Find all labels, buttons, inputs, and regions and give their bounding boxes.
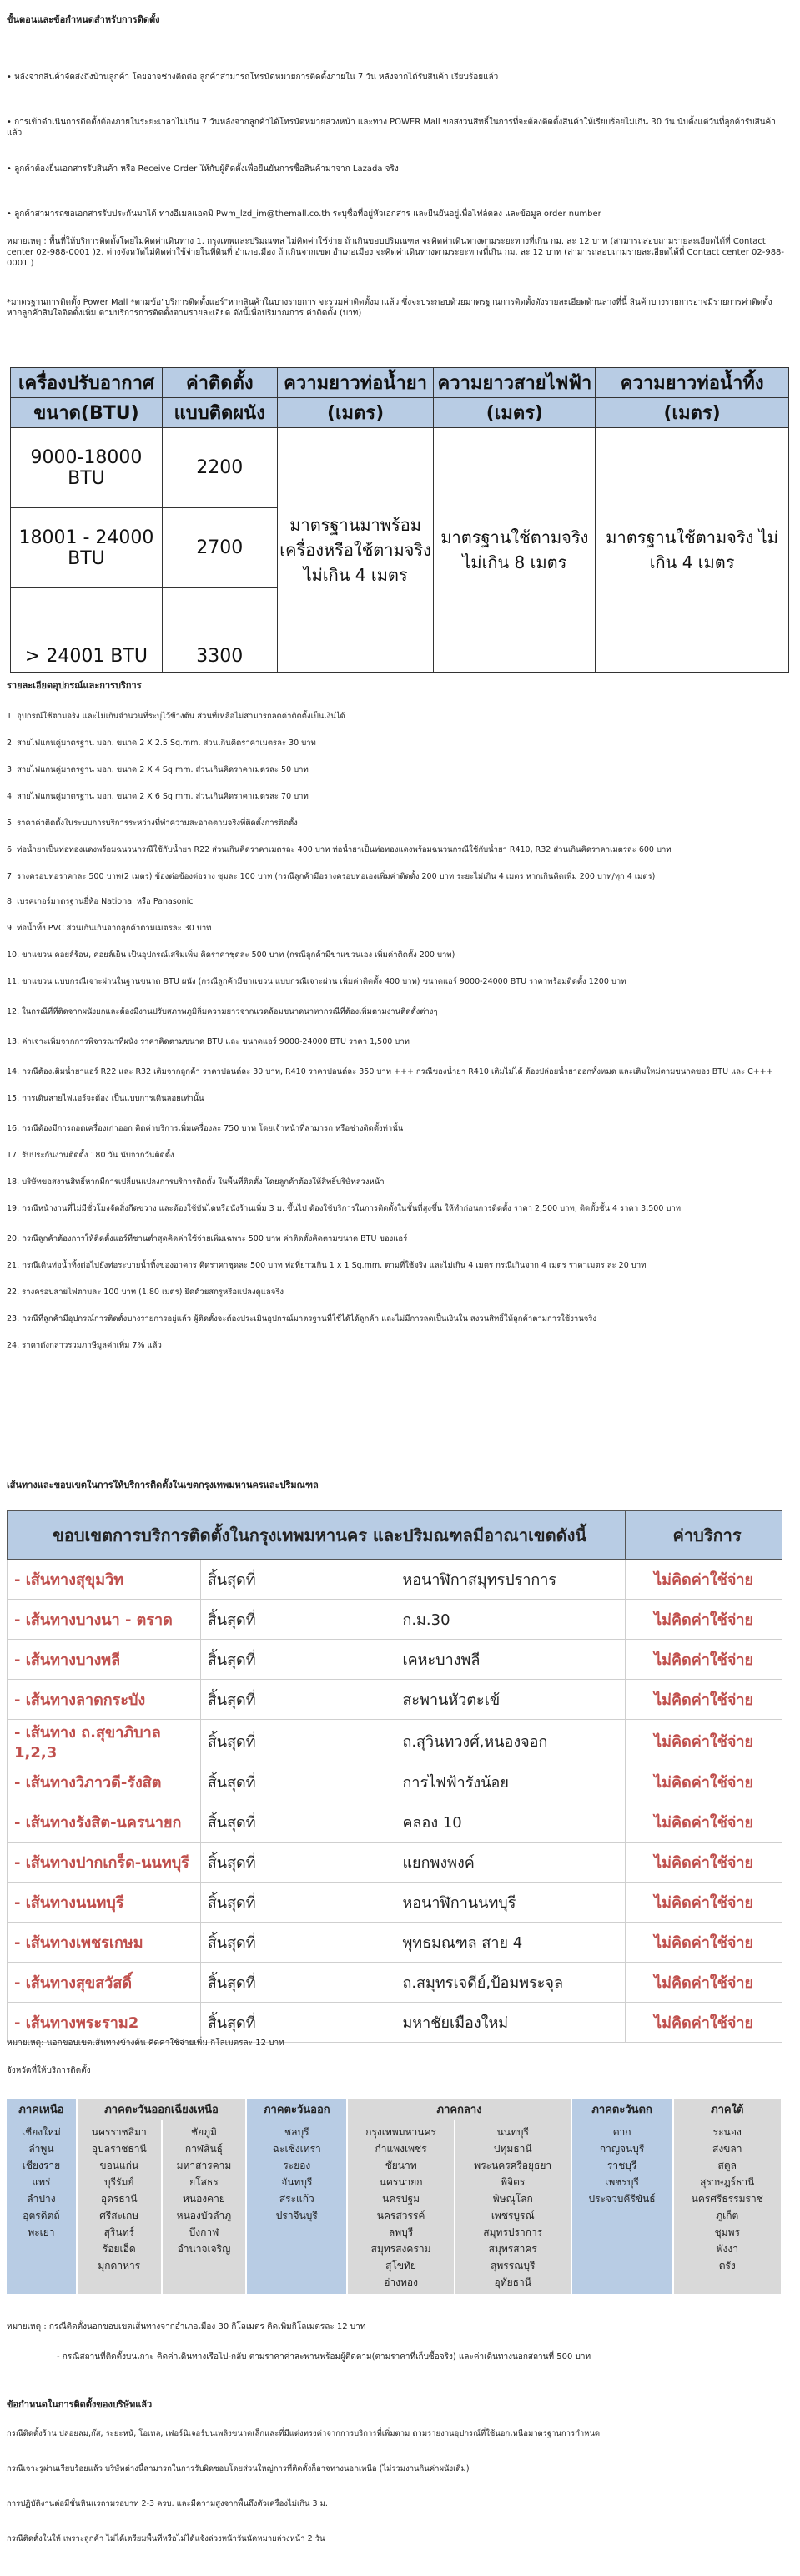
detail-item: 17. รับประกันงานติดตั้ง 180 วัน นับจากวันติดตั้ง — [7, 1151, 174, 1160]
route-name: - เส้นทางรังสิต-นครนายก — [8, 1802, 201, 1843]
route-name: - เส้นทางเพชรเกษม — [8, 1923, 201, 1963]
route-place: สะพานหัวตะเข้ — [395, 1680, 626, 1720]
province-name: บุรีรัมย์ — [104, 2176, 134, 2188]
spec-size-cell: > 24001 BTU — [11, 588, 163, 673]
province-name: เพชรบุรี — [605, 2176, 639, 2188]
detail-item: 13. ค่าเจาะเพิ่มจากการพิจารณาที่ผนัง ราคาคิดตามขนาด BTU และ ขนาดแอร์ 9000-24000 BTU ราคา 1,500 บาท — [7, 1037, 410, 1046]
route-fee: ไม่คิดค่าใช้จ่าย — [626, 1802, 782, 1843]
route-fee: ไม่คิดค่าใช้จ่าย — [626, 1843, 782, 1883]
spec-size-cell: 18001 - 24000 BTU — [11, 508, 163, 588]
detail-item: 16. กรณีต้องมีการถอดเครื่องเก่าออก คิดค่าบริการเพิ่มเครื่องละ 750 บาท โดยเจ้าหน้าที่สามารถ หรือช่างติดตั้งท่านั้น — [7, 1124, 404, 1133]
route-end-label: สิ้นสุดที่ — [200, 2003, 395, 2043]
route-place: แยกพงพงค์ — [395, 1843, 626, 1883]
spec-subheader-meter: (เมตร) — [277, 398, 434, 428]
spec-subheader-size: ขนาด(BTU) — [11, 398, 163, 428]
route-fee: ไม่คิดค่าใช้จ่าย — [626, 1560, 782, 1600]
route-end-label: สิ้นสุดที่ — [200, 1560, 395, 1600]
region-province-column — [455, 2120, 571, 2294]
refuse-item: การปฏิบัติงานต่อมีขั้นหินเเรถามรอบาท 2-3 ครบ. และมีความสูงจากพื้นถึงตัวเครื่องไม่เกิน 3 ม. — [7, 2499, 328, 2508]
province-name: สุราษฎร์ธานี — [700, 2176, 755, 2188]
detail-item: 11. ขาแขวน แบบกรณีเจาะผ่านในฐานขนาด BTU ผนัง (กรณีลูกค้ามีขาแขวน แบบกรณีเจาะผ่าน เพิ่มค่าติดตั้ง 400 บาท) ขนาดแอร์ 9000-24000 BTU ราคาพร้อมติดตั้ง 1200 บาท — [7, 977, 626, 986]
region-name: ภาคตะวันตก — [571, 2099, 673, 2120]
province-name: ปราจีนบุรี — [275, 2210, 318, 2221]
province-name: กรุงเทพมหานคร — [365, 2126, 436, 2138]
region-province-column — [162, 2120, 247, 2294]
spec-header-pipe: ความยาวท่อน้ำยา — [277, 368, 434, 398]
region-province-column — [77, 2120, 162, 2294]
route-section-title: เส้นทางและขอบเขตในการให้บริการติดตั้งในเขตกรุงเทพมหานครและปริมณฑล — [7, 1480, 319, 1490]
route-row — [8, 1600, 782, 1640]
route-fee: ไม่คิดค่าใช้จ่าย — [626, 1600, 782, 1640]
province-name: ปทุมธานี — [493, 2143, 532, 2155]
province-name: กำแพงเพชร — [375, 2143, 427, 2155]
spec-size-cell: 9000-18000 BTU — [11, 428, 163, 508]
province-name: หนองบัวลำภู — [176, 2210, 232, 2221]
route-note: หมายเหตุ: นอกขอบเขตเส้นทางข้างต้น คิดค่าใช้จ่ายเพิ่ม กิโลเมตรละ 12 บาท — [7, 2039, 284, 2048]
province-name: อ่างทอง — [384, 2276, 418, 2288]
spec-wire-cell: มาตรฐานใช้ตามจริงไม่เกิน 8 เมตร — [434, 428, 596, 673]
detail-item: 20. กรณีลูกค้าต้องการให้ติดตั้งแอร์ที่ชานต่ำสุดคิดค่าใช้จ่ายเพิ่มเฉพาะ 500 บาท ค่าติดตั้งคิดตามขนาด BTU ของแอร์ — [7, 1234, 408, 1243]
province-name: หนองคาย — [182, 2193, 225, 2205]
refuse-item: กรณีติดตั้งในให้ เพราะลูกค้า ไม่ได้เตรียมพื้นที่หรือไม่ได้แจ้งล่วงหน้าวันนัดหมายล่วงหน้า 2 วัน — [7, 2534, 325, 2543]
route-fee: ไม่คิดค่าใช้จ่าย — [626, 1923, 782, 1963]
route-place: คลอง 10 — [395, 1802, 626, 1843]
spec-subheader-type: แบบติดผนัง — [162, 398, 277, 428]
province-name: ชัยนาท — [385, 2160, 417, 2171]
spec-fee-cell: 3300 — [162, 588, 277, 673]
route-end-label: สิ้นสุดที่ — [200, 1640, 395, 1680]
route-place: เคหะบางพลี — [395, 1640, 626, 1680]
region-province-column — [571, 2120, 673, 2294]
region-province-column — [673, 2120, 782, 2294]
detail-item: 2. สายไฟแกนคู่มาตรฐาน มอก. ขนาด 2 X 2.5 Sq.mm. ส่วนเกินคิดราคาเมตรละ 30 บาท — [7, 739, 316, 748]
detail-item: 1. อุปกรณ์ใช้ตามจริง และไม่เกินจำนวนที่ระบุไว้ข้างต้น ส่วนที่เหลือไม่สามารถลดค่าติดตั้งเป็นเงินได้ — [7, 712, 345, 721]
detail-item: 7. รางครอบท่อราคาละ 500 บาท(2 เมตร) ข้องต่อข้องต่อราง ซุมละ 100 บาท (กรณีลูกค้ามีอรางครอบท่อเองเพิ่มค่าติดตั้ง 200 บาท ระยะไม่เกิน 4 เมตร หากเกินคิดเพิ่ม 200 บาท/ทุก 4 เมตร) — [7, 872, 656, 881]
province-name: เพชรบูรณ์ — [491, 2210, 535, 2221]
province-name: สมุทรสงคราม — [370, 2243, 431, 2255]
route-header-area: ขอบเขตการบริการติดตั้งในกรุงเทพมหานคร และปริมณฑลมีอาณาเขตดังนี้ — [8, 1511, 626, 1560]
route-end-label: สิ้นสุดที่ — [200, 1720, 395, 1762]
route-row — [8, 1883, 782, 1923]
province-name: มุกดาหาร — [98, 2260, 141, 2271]
province-name: ลพบุรี — [388, 2226, 414, 2238]
route-end-label: สิ้นสุดที่ — [200, 1762, 395, 1802]
route-end-label: สิ้นสุดที่ — [200, 1680, 395, 1720]
province-name: นครราชสีมา — [91, 2126, 147, 2138]
province-name: สระแก้ว — [279, 2193, 314, 2205]
route-header-fee: ค่าบริการ — [626, 1511, 782, 1560]
route-end-label: สิ้นสุดที่ — [200, 1963, 395, 2003]
province-name: ลำปาง — [27, 2193, 56, 2205]
spec-subheader-meter: (เมตร) — [596, 398, 789, 428]
province-name: สมุทรปราการ — [483, 2226, 543, 2238]
spec-header-drain: ความยาวท่อน้ำทิ้ง — [596, 368, 789, 398]
province-name: เชียงใหม่ — [22, 2126, 61, 2138]
refuse-item: กรณีติดตั้งร้าน ปล่อยลม,ก๊ส, ระยะหน้, โอเทล, เฟอร์นิเจอร์บนเพลิงขนาดเล็กและที่มีแต่งทรงค่าจากการบริการที่เพิ่มตาม ตามรายงานอุปกรณ์ที่ใช้นอกเหนือมาตรฐานการกำหนด — [7, 2429, 601, 2438]
province-name: แพร่ — [32, 2176, 51, 2188]
route-name: - เส้นทางนนทบุรี — [8, 1883, 201, 1923]
spec-header-unit: เครื่องปรับอากาศ — [11, 368, 163, 398]
province-name: สงขลา — [712, 2143, 742, 2155]
route-name: - เส้นทางพระราม2 — [8, 2003, 201, 2043]
detail-item: 23. กรณีที่ลูกค้ามีอุปกรณ์การติดตั้งบางรายการอยู่แล้ว ผู้ติดตั้งจะต้องประเมินอุปกรณ์มาตรฐานที่ใช้ได้ได้ลูกค้า และไม่มีการลดเป็นเงินใน สงวนสิทธิ์ให้ลูกค้าตามการใช้งานจริง — [7, 1314, 597, 1323]
route-fee: ไม่คิดค่าใช้จ่าย — [626, 1680, 782, 1720]
route-name: - เส้นทาง ถ.สุขาภิบาล 1,2,3 — [8, 1720, 201, 1762]
province-name: พะเยา — [28, 2226, 55, 2238]
province-name: มหาสารคาม — [176, 2160, 232, 2171]
route-row — [8, 2003, 782, 2043]
spec-fee-cell: 2200 — [162, 428, 277, 508]
province-name: นครปฐม — [382, 2193, 420, 2205]
route-place: มหาชัยเมืองใหม่ — [395, 2003, 626, 2043]
province-name: พิจิตร — [501, 2176, 526, 2188]
province-name: บึงกาฬ — [189, 2226, 219, 2238]
route-fee: ไม่คิดค่าใช้จ่าย — [626, 2003, 782, 2043]
province-name: ตาก — [612, 2126, 631, 2138]
province-name: ยโสธร — [189, 2176, 219, 2188]
intro-standard-note: *มาตรฐานการติดตั้ง Power Mall *ตามข้อ"บริการติดตั้งแอร์"หากสินค้าในบางรายการ จะรวมค่าติดตั้งมาแล้ว ซึ่งจะประกอบด้วยมาตรฐานการติดตั้งดังรายละเอียดด้านล่างที่นี้ สินค้าบางรายการอาจมีรายการค่าติดตั้ง หากลูกค้าสินใจติดตั้งเพิ่ม ตามบริการการติดตั้งตามรายละเอียด ดังนี้เพื่อปริมาณการ ค่าติดตั้ง (บาท) — [7, 298, 772, 318]
province-name: ตรัง — [718, 2260, 736, 2271]
spec-header-wire: ความยาวสายไฟฟ้า — [434, 368, 596, 398]
province-name: กาญจนบุรี — [599, 2143, 645, 2155]
detail-item: 18. บริษัทขอสงวนสิทธิ์หากมีการเปลี่ยนแปลงการบริการติดตั้ง ในพื้นที่ติดตั้ง โดยลูกค้าต้องให้สิทธิ์บริษัทล่วงหน้า — [7, 1177, 385, 1187]
province-name: ระนอง — [712, 2126, 742, 2138]
province-name: ชัยภูมิ — [190, 2126, 217, 2138]
detail-item: 5. ราคาค่าติดตั้งในระบบการบริการระหว่างที่ทำความสะอาดตามจริงที่ติดตั้งการติดตั้ง — [7, 819, 298, 828]
detail-item: 10. ขาแขวน คอยล์ร้อน, คอยล์เย็น เป็นอุปกรณ์เสริมเพิ่ม คิดราคาชุดละ 500 บาท (กรณีลูกค้ามีขาแขวนเอง เพิ่มค่าติดตั้ง 200 บาท) — [7, 950, 455, 960]
intro-note: หมายเหตุ : พื้นที่ให้บริการติดตั้งโดยไม่คิดค่าเดินทาง 1. กรุงเทพและปริมณฑล ไม่คิดค่าใช้จ่าย ถ้าเกินขอบปริมณฑล จะคิดค่าเดินทางตามระยะทางที่เกิน กม. ละ 12 บาท (สามารถสอบถามรายละเอียดได้ที่ Contact center 02-988-0001 )2. ต่างจังหวัดไม่คิดค่าใช้จ่ายในที่ดินที่ อำเภอเมือง ถ้าเกินจากเขต อำเภอเมือง จะคิดค่าเดินทางตามระยะทางที่เกิน กม. ละ 12 บาท (สามารถสอบถามรายละเอียดได้ที่ Contact center 02-988-0001 ) — [7, 237, 785, 268]
region-name: ภาคกลาง — [347, 2099, 571, 2120]
detail-item: 9. ท่อน้ำทิ้ง PVC ส่วนเกินเกินจากลูกค้าตามเมตรละ 30 บาท — [7, 924, 212, 933]
route-name: - เส้นทางสุขุมวิท — [8, 1560, 201, 1600]
route-end-label: สิ้นสุดที่ — [200, 1923, 395, 1963]
province-note-1: หมายเหตุ : กรณีติดตั้งนอกขอบเขตเส้นทางจากอำเภอเมือง 30 กิโลเมตร คิดเพิ่มกิโลเมตรละ 12 บาท — [7, 2322, 366, 2332]
province-name: ราชบุรี — [606, 2160, 637, 2171]
route-name: - เส้นทางบางนา - ตราด — [8, 1600, 201, 1640]
detail-item: 21. กรณีเดินท่อน้ำทิ้งต่อไปยังท่อระบายน้ำทิ้งของอาคาร คิดราคาชุดละ 500 บาท ท่อที่ยาวเกิน 1 x 1 Sq.mm. ตามที่ใช้จริง และไม่เกิน 4 เมตร กรณีเกินจาก 4 เมตร ราคาเมตร ละ 20 บาท — [7, 1261, 647, 1270]
detail-item: 22. รางครอบสายไฟตามละ 100 บาท (1.80 เมตร) ยึดด้วยสกรูหรือแปลงดูแลจริง — [7, 1288, 284, 1297]
province-name: สุโขทัย — [385, 2260, 417, 2271]
province-name: นครสวรรค์ — [376, 2210, 425, 2221]
province-name: อุบลราชธานี — [91, 2143, 147, 2155]
region-table — [7, 2099, 782, 2294]
route-fee: ไม่คิดค่าใช้จ่าย — [626, 1640, 782, 1680]
intro-paragraph-3: • ลูกค้าต้องยื่นเอกสารรับสินค้า หรือ Receive Order ให้กับผู้ติดตั้งเพื่อยืนยันการซื้อสินค้ามาจาก Lazada จริง — [7, 164, 399, 174]
route-place: ถ.สมุทรเจดีย์,ป้อมพระจุล — [395, 1963, 626, 2003]
province-name: นนทบุรี — [496, 2126, 529, 2138]
detail-item: 14. กรณีต้องเติมน้ำยาแอร์ R22 และ R32 เติมจากลูกค้า ราคาปอนด์ละ 30 บาท, R410 ราคาปอนด์ละ 350 บาท +++ กรณีของน้ำยา R410 เติมไม่ได้ ต้องปล่อยน้ำยาออกทั้งหมด และเติมใหม่ตามขนาดของ BTU และ C+++ — [7, 1067, 773, 1076]
region-province-column — [347, 2120, 454, 2294]
route-name: - เส้นทางวิภาวดี-รังสิต — [8, 1762, 201, 1802]
spec-fee-cell: 2700 — [162, 508, 277, 588]
route-fee: ไม่คิดค่าใช้จ่าย — [626, 1762, 782, 1802]
route-end-label: สิ้นสุดที่ — [200, 1600, 395, 1640]
route-row — [8, 1923, 782, 1963]
region-province-column — [7, 2120, 77, 2294]
province-note-2: - กรณีสถานที่ติดตั้งบนเกาะ คิดค่าเดินทางเรือไป-กลับ ตามราคาค่าสะพานพร้อมผู้ติดตาม(ตามราคาที่เก็บซื้อจริง) และค่าเดินทางนอกสถานที่ 500 บาท — [57, 2352, 591, 2362]
province-name: อุดรธานี — [100, 2193, 138, 2205]
route-fee: ไม่คิดค่าใช้จ่าย — [626, 1883, 782, 1923]
intro-paragraph-1: • หลังจากสินค้าจัดส่งถึงบ้านลูกค้า โดยอาจช่างติดต่อ ลูกค้าสามารถโทรนัดหมายการติดตั้งภายใน 7 วัน หลังจากได้รับสินค้า เรียบร้อยแล้ว — [7, 73, 499, 82]
province-name: สุรินทร์ — [103, 2226, 134, 2238]
province-name: อำนาจเจริญ — [177, 2243, 231, 2255]
route-row — [8, 1560, 782, 1600]
refuse-item: กรณีเจาะรูผ่านเรียบร้อยแล้ว บริษัทต่างนี้สามารถในการรับผิดชอบโดยส่วนใหญ่การที่ติดตั้งก็อาจทางนอกเหนือ (ไม่รวมงานกินค่าผนังเดิม) — [7, 2464, 470, 2473]
refuse-title: ข้อกำหนดในการติดตั้งของบริษัทแล้ว — [7, 2399, 153, 2410]
province-name: ขอนแก่น — [99, 2160, 139, 2171]
spec-drain-cell: มาตรฐานใช้ตามจริง ไม่เกิน 4 เมตร — [596, 428, 789, 673]
route-place: การไฟฟ้ารังน้อย — [395, 1762, 626, 1802]
province-name: สุพรรณบุรี — [491, 2260, 536, 2271]
route-row — [8, 1802, 782, 1843]
route-place: ก.ม.30 — [395, 1600, 626, 1640]
route-name: - เส้นทางบางพลี — [8, 1640, 201, 1680]
region-name: ภาคเหนือ — [7, 2099, 77, 2120]
region-name: ภาคใต้ — [673, 2099, 782, 2120]
region-province-column — [246, 2120, 347, 2294]
page-title: ขั้นตอนและข้อกำหนดสำหรับการติดตั้ง — [7, 14, 160, 25]
route-name: - เส้นทางลาดกระบัง — [8, 1680, 201, 1720]
route-row — [8, 1762, 782, 1802]
province-name: ศรีสะเกษ — [99, 2210, 139, 2221]
route-place: พุทธมณฑล สาย 4 — [395, 1923, 626, 1963]
province-name: ประจวบคีรีขันธ์ — [588, 2193, 656, 2205]
detail-item: 6. ท่อน้ำยาเป็นท่อทองแดงพร้อมฉนวนกรณีใช้กับน้ำยา R22 ส่วนเกินคิดราคาเมตรละ 400 บาท ท่อน้ำยาเป็นท่อทองแดงพร้อมฉนวนกรณีใช้กับน้ำยา R410, R32 ส่วนเกินคิดราคาเมตรละ 600 บาท — [7, 845, 672, 854]
route-fee: ไม่คิดค่าใช้จ่าย — [626, 1963, 782, 2003]
route-end-label: สิ้นสุดที่ — [200, 1883, 395, 1923]
detail-item: 15. การเดินสายไฟแอร์จะต้อง เป็นแบบการเดินลอยเท่านั้น — [7, 1094, 204, 1103]
province-name: เชียงราย — [22, 2160, 61, 2171]
province-name: อุตรดิตถ์ — [23, 2210, 60, 2221]
province-name: ภูเก็ต — [716, 2210, 739, 2221]
province-name: ลำพูน — [28, 2143, 54, 2155]
route-row — [8, 1640, 782, 1680]
installation-spec-table — [10, 367, 789, 673]
province-name: นครนายก — [379, 2176, 423, 2188]
province-name: ระยอง — [283, 2160, 311, 2171]
route-row — [8, 1843, 782, 1883]
province-name: ร้อยเอ็ด — [102, 2243, 136, 2255]
detail-item: 4. สายไฟแกนคู่มาตรฐาน มอก. ขนาด 2 X 6 Sq.mm. ส่วนเกินคิดราคาเมตรละ 70 บาท — [7, 792, 309, 801]
detail-item: 12. ในกรณีที่ที่ติดจากผนังยกและต้องมีงานปรับสภาพภูมิลิ่มความยาวจากแวดล้อมขนาดนาหากรณีที่ต้องเพิ่มตามงานติดตั้งต่างๆ — [7, 1007, 438, 1016]
province-name: ฉะเชิงเทรา — [272, 2143, 321, 2155]
spec-subheader-meter: (เมตร) — [434, 398, 596, 428]
detail-item: 24. ราคาดังกล่าวรวมภาษีมูลค่าเพิ่ม 7% แล้ว — [7, 1341, 162, 1350]
route-name: - เส้นทางสุขสวัสดิ์ — [8, 1963, 201, 2003]
details-title: รายละเอียดอุปกรณ์และการบริการ — [7, 680, 142, 691]
spec-pipe-cell: มาตรฐานมาพร้อมเครื่องหรือใช้ตามจริงไม่เกิน 4 เมตร — [277, 428, 434, 673]
province-title: จังหวัดที่ให้บริการติดตั้ง — [7, 2066, 91, 2075]
region-name: ภาคตะวันออก — [246, 2099, 347, 2120]
route-end-label: สิ้นสุดที่ — [200, 1802, 395, 1843]
province-name: กาฬสินธุ์ — [184, 2143, 223, 2155]
province-name: ชุมพร — [714, 2226, 740, 2238]
route-fee: ไม่คิดค่าใช้จ่าย — [626, 1720, 782, 1762]
province-name: นครศรีธรรมราช — [691, 2193, 763, 2205]
province-name: สมุทรสาคร — [488, 2243, 537, 2255]
province-name: พังงา — [716, 2243, 738, 2255]
route-row — [8, 1963, 782, 2003]
province-name: จันทบุรี — [281, 2176, 313, 2188]
province-name: พระนครศรีอยุธยา — [474, 2160, 552, 2171]
spec-header-fee: ค่าติดตั้ง — [162, 368, 277, 398]
route-name: - เส้นทางปากเกร็ด-นนทบุรี — [8, 1843, 201, 1883]
intro-paragraph-4: • ลูกค้าสามารถขอเอกสารรับประกันมาได้ ทางอีเมลแอดมิ Pwm_lzd_im@themall.co.th ระบุชื่อที่อยู่หัวเอกสาร และยืนยันอยู่เพื่อไฟล์ตลง และข้อมูล order number — [7, 209, 601, 219]
detail-item: 3. สายไฟแกนคู่มาตรฐาน มอก. ขนาด 2 X 4 Sq.mm. ส่วนเกินคิดราคาเมตรละ 50 บาท — [7, 765, 309, 774]
province-name: ชลบุรี — [284, 2126, 309, 2138]
province-name: อุทัยธานี — [494, 2276, 531, 2288]
route-place: หอนาฬิกาสมุทรปราการ — [395, 1560, 626, 1600]
route-place: หอนาฬิกานนทบุรี — [395, 1883, 626, 1923]
region-name: ภาคตะวันออกเฉียงเหนือ — [77, 2099, 246, 2120]
detail-item: 8. เบรคเกอร์มาตรฐานยี่ห้อ National หรือ Panasonic — [7, 897, 194, 906]
detail-item: 19. กรณีหน้างานที่ไม่มีชั่วโมงจัดสิ่งกีดขวาง และต้องใช้บันไดหรือนั่งร้านเพิ่ม 3 ม. ขึ้นไป ต้องใช้บริการในการติดตั้งในชั้นที่สูงขึ้น ให้ทำก่อนการติดตั้ง ราคา 2,500 บาท, ติดตั้งชั้น 4 ราคา 3,500 บาท — [7, 1204, 682, 1213]
route-row — [8, 1720, 782, 1762]
province-name: พิษณุโลก — [492, 2193, 533, 2205]
route-end-label: สิ้นสุดที่ — [200, 1843, 395, 1883]
route-place: ถ.สุวินทวงศ์,หนองจอก — [395, 1720, 626, 1762]
route-row — [8, 1680, 782, 1720]
route-table — [7, 1510, 782, 2043]
province-name: สตูล — [717, 2160, 737, 2171]
intro-paragraph-2: • การเข้าดำเนินการติดตั้งต้องภายในระยะเวลาไม่เกิน 7 วันหลังจากลูกค้าได้โทรนัดหมายล่วงหน้า และทาง POWER Mall ขอสงวนสิทธิ์ในการที่จะต้องติดตั้งสินค้าให้เรียบร้อยไม่เกิน 30 วัน นับตั้งแต่วันที่ลูกค้ารับสินค้าแล้ว — [7, 118, 776, 138]
